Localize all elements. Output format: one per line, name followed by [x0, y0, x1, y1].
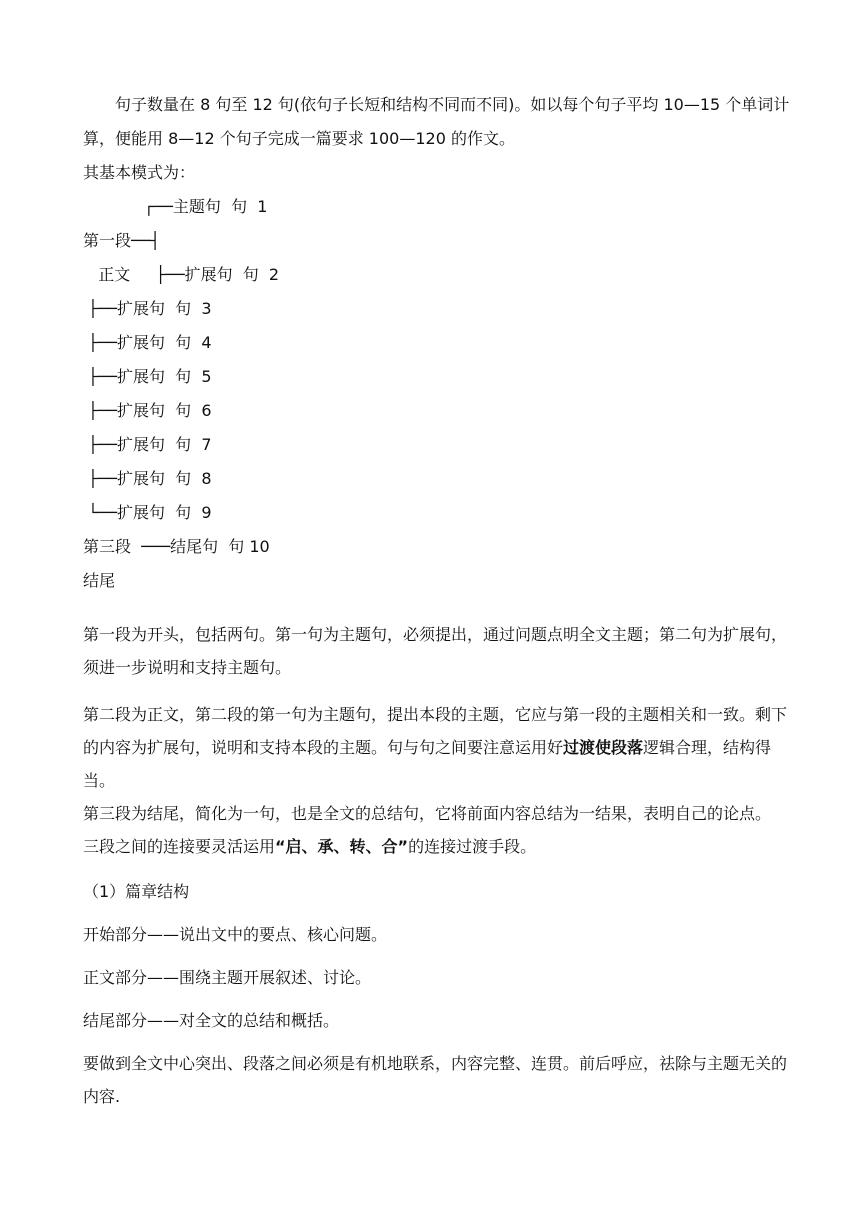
paragraph-1: 第一段为开头，包括两句。第一句为主题句，必须提出，通过问题点明全文主题；第二句为扩展句，须进一步说明和支持主题句。: [83, 625, 788, 677]
structure-line: ├──扩展句 句 4: [83, 333, 212, 352]
list-item: 结尾部分——对全文的总结和概括。: [83, 1011, 340, 1030]
intro-paragraph: 句子数量在 8 句至 12 句(依句子长短和结构不同而不同)。如以每个句子平均 10—15 个单词计算，便能用 8—12 个句子完成一篇要求 100—120 的作文。: [83, 95, 790, 148]
closing-paragraph: 要做到全文中心突出、段落之间必须是有机地联系，内容完整、连贯。前后呼应，祛除与主题无关的内容.: [83, 1054, 788, 1106]
paragraph-3: 第三段为结尾，简化为一句，也是全文的总结句，它将前面内容总结为一结果，表明自己的论点。: [83, 804, 772, 823]
structure-line: ├──扩展句 句 6: [83, 401, 212, 420]
structure-line: 结尾: [83, 571, 116, 590]
structure-line: 第三段 ───结尾句 句 10: [83, 537, 270, 556]
structure-line: ├──扩展句 句 8: [83, 469, 212, 488]
structure-line: ├──扩展句 句 7: [83, 435, 212, 454]
paragraph-2: 第二段为正文，第二段的第一句为主题句，提出本段的主题，它应与第一段的主题相关和一致。剩下的内容为扩展句，说明和支持本段的主题。句与句之间要注意运用好过渡使段落逻辑合理，结构得当。: [83, 705, 788, 790]
section-heading: （1）篇章结构: [83, 882, 190, 901]
structure-line: ┌──主题句 句 1: [83, 197, 268, 216]
document-page: [83, 88, 795, 1113]
structure-line: └──扩展句 句 9: [83, 503, 212, 522]
structure-line: ├──扩展句 句 5: [83, 367, 212, 386]
structure-line: 正文 ├──扩展句 句 2: [83, 265, 280, 284]
pattern-intro: 其基本模式为：: [83, 163, 196, 182]
structure-line: 第一段──┤: [83, 231, 160, 250]
list-item: 开始部分——说出文中的要点、核心问题。: [83, 925, 388, 944]
list-item: 正文部分——围绕主题开展叙述、讨论。: [83, 968, 372, 987]
structure-diagram: [83, 190, 795, 598]
structure-line: ├──扩展句 句 3: [83, 299, 212, 318]
emphasis-text: 过渡使段落: [563, 738, 644, 757]
paragraph-4: 三段之间的连接要灵活运用“启、承、转、合”的连接过渡手段。: [83, 837, 537, 856]
emphasis-text: “启、承、转、合”: [275, 837, 409, 856]
